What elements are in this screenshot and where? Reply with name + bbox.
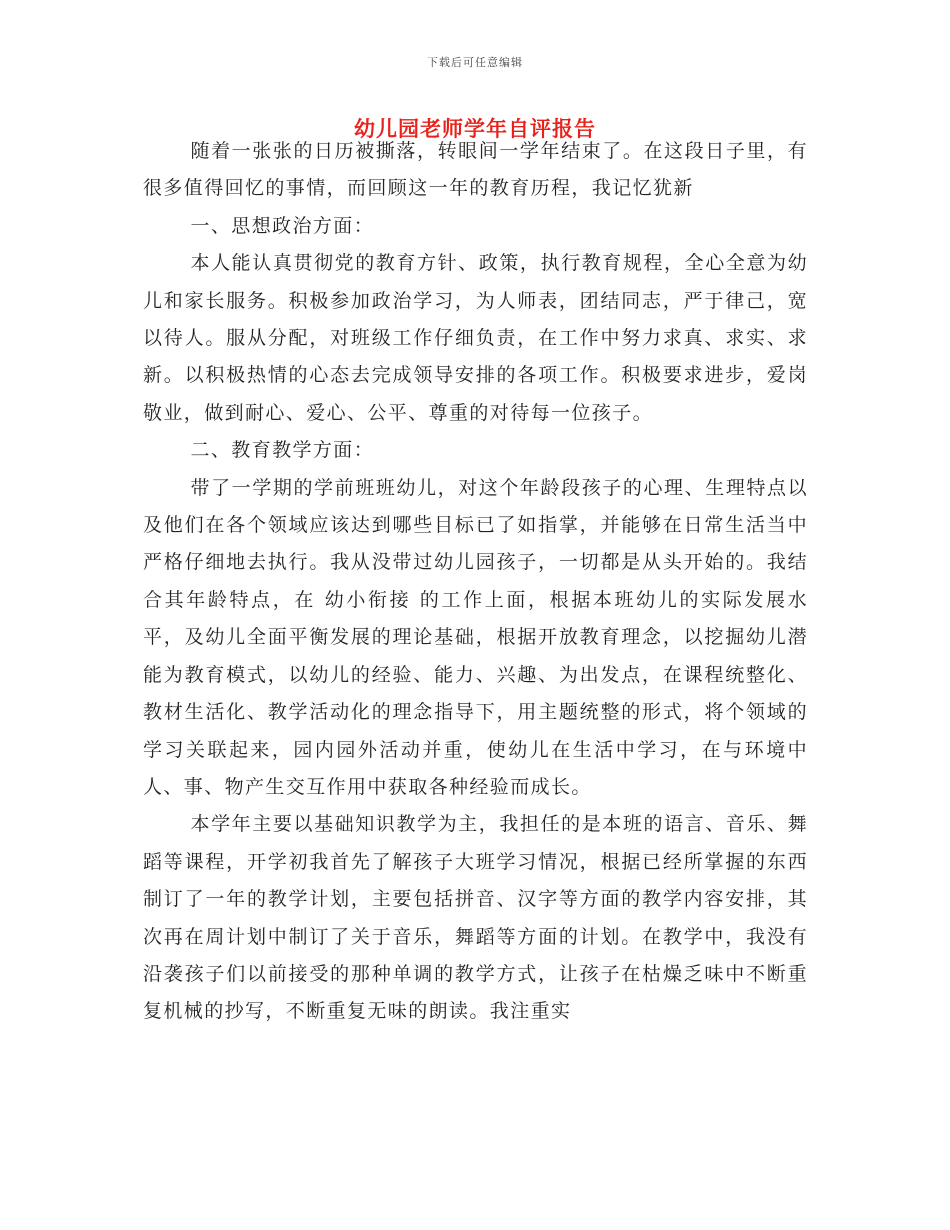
paragraph-teaching-1: 带了一学期的学前班班幼儿，对这个年龄段孩子的心理、生理特点以及他们在各个领域应该达到哪些目标已了如指掌，并能够在日常生活当中严格仔细地去执行。我从没带过幼儿园孩子，一切都是从头开始的。我结合其年龄特点，在 幼小衔接 的工作上面，根据本班幼儿的实际发展水平，及幼儿全面平衡发展的理论基础，根据开放教育理念，以挖掘幼儿潜能为教育模式，以幼儿的经验、能力、兴趣、为出发点，在课程统整化、教材生活化、教学活动化的理念指导下，用主题统整的形式，将个领域的学习关联起来，园内园外活动并重，使幼儿在生活中学习，在与环境中人、事、物产生交互作用中获取各种经验而成长。 [143,476,808,798]
section-heading-teaching: 二、教育教学方面： [190,439,375,462]
section-heading-politics: 一、思想政治方面： [190,214,375,237]
document-title: 幼儿园老师学年自评报告 [354,116,596,141]
paragraph-teaching-2: 本学年主要以基础知识教学为主，我担任的是本班的语言、音乐、舞蹈等课程，开学初我首先了解孩子大班学习情况，根据已经所掌握的东西制订了一年的教学计划，主要包括拼音、汉字等方面的教学内容安排，其次再在周计划中制订了关于音乐，舞蹈等方面的计划。在教学中，我没有沿袭孩子们以前接受的那种单调的教学方式，让孩子在枯燥乏味中不断重复机械的抄写，不断重复无味的朗读。我注重实 [143,813,808,1023]
header-note: 下载后可任意编辑 [427,56,523,69]
paragraph-politics: 本人能认真贯彻党的教育方针、政策，执行教育规程，全心全意为幼儿和家长服务。积极参加政治学习，为人师表，团结同志，严于律己，宽以待人。服从分配，对班级工作仔细负责，在工作中努力求真、求实、求新。以积极热情的心态去完成领导安排的各项工作。积极要求进步，爱岗敬业，做到耐心、爱心、公平、尊重的对待每一位孩子。 [143,252,808,424]
document-body [143,133,808,1031]
paragraph-intro: 随着一张张的日历被撕落，转眼间一学年结束了。在这段日子里，有很多值得回忆的事情，而回顾这一年的教育历程，我记忆犹新 [143,140,808,200]
